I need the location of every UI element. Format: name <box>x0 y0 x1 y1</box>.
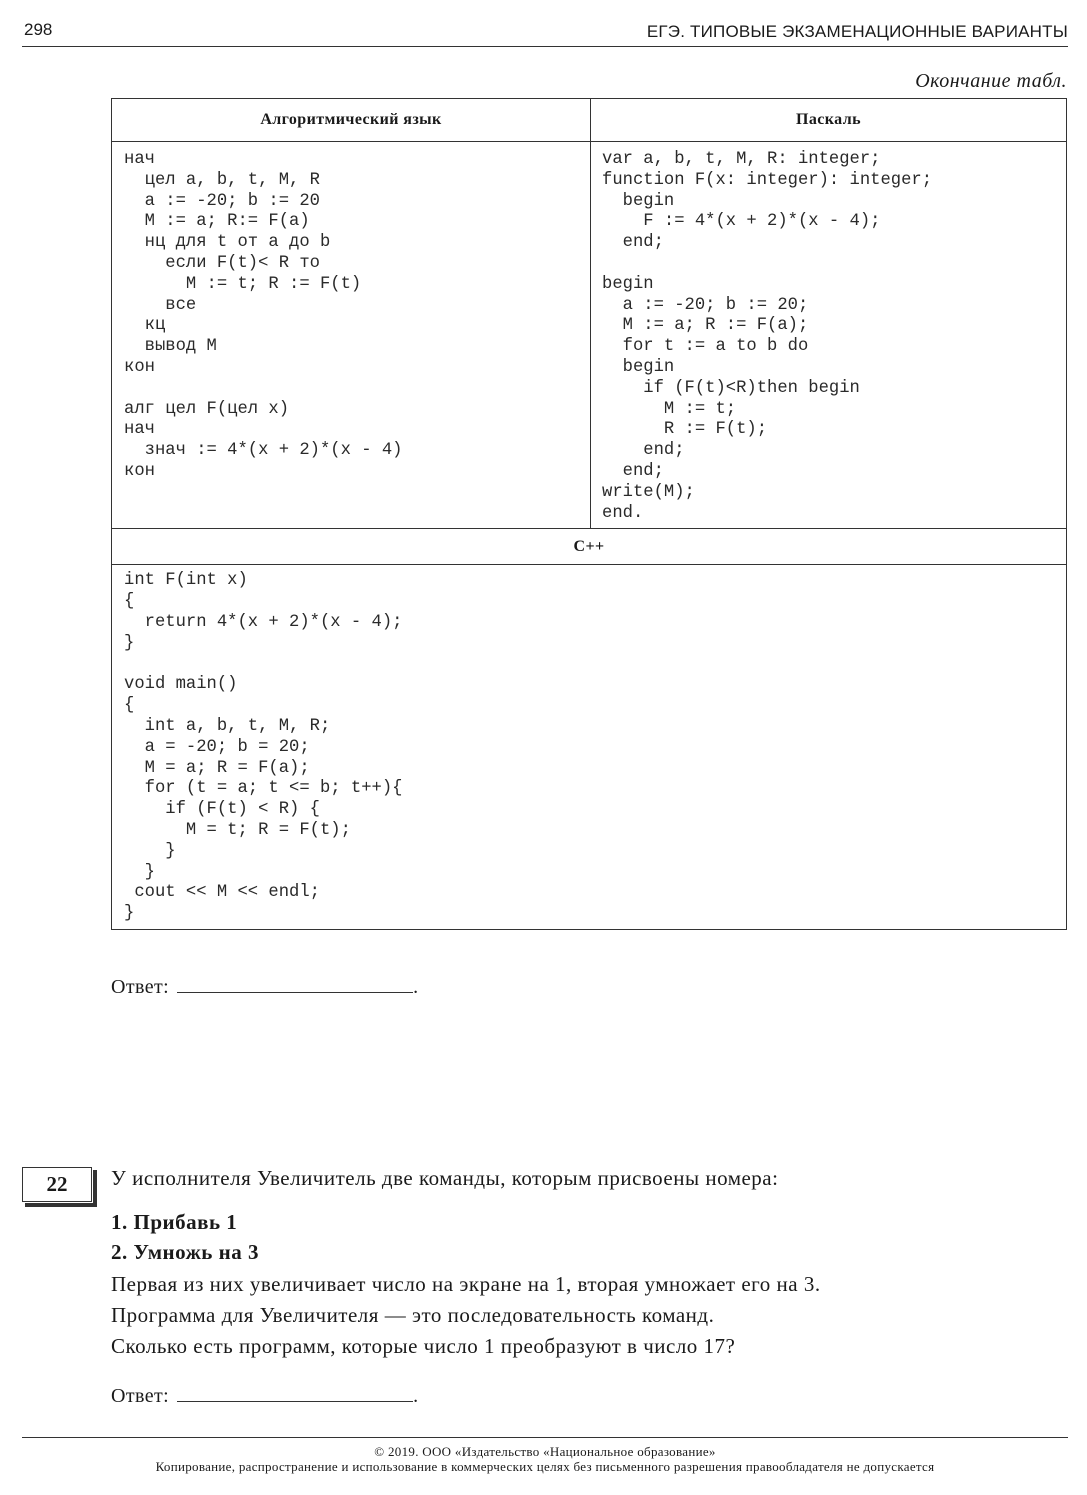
pascal-code: var a, b, t, M, R: integer; function F(x: integer): integer; begin F := 4*(x + 2)*(x - 4); end; begin a := -20; b := 20; M := a; R := F(a); for t := a to b do begin if (F(t)<R)then begin M := t; R := F(t); end; end; write(M); end. <box>602 150 933 523</box>
answer-label: Ответ: <box>111 976 170 998</box>
task-intro: У исполнителя Увеличитель две команды, которым присвоены номера: <box>111 1166 779 1190</box>
cpp-code-cell <box>112 565 1067 930</box>
cpp-code: int F(int x) { return 4*(x + 2)*(x - 4); } void main() { int a, b, t, M, R; a = -20; b = 20; M = a; R = F(a); for (t = a; t <= b; t++){ if (F(t) < R) { M = t; R = F(t); } } cout << M << endl; } <box>124 571 403 924</box>
pascal-code-cell <box>591 142 1067 529</box>
table-continuation-note: Окончание табл. <box>915 70 1067 92</box>
page-number: 298 <box>24 20 53 39</box>
header-algorithmic-language: Алгоритмический язык <box>112 99 591 142</box>
copyright-notice: Копирование, распространение и использование в коммерческих целях без письменного разрешения правообладателя не допускается <box>155 1459 935 1474</box>
copyright-line: © 2019. ООО «Издательство «Национальное образование» <box>374 1444 716 1459</box>
algorithmic-code: нач цел a, b, t, M, R a := -20; b := 20 M := a; R:= F(a) нц для t от a до b если F(t)< R то M := t; R := F(t) все кц вывод M кон алг цел F(цел x) нач знач := 4*(x + 2)*(x - 4) кон <box>124 150 403 481</box>
answer-blank[interactable] <box>177 1383 413 1402</box>
task-number-box: 22 <box>22 1167 92 1202</box>
task-line-1: Первая из них увеличивает число на экране на 1, вторая умножает его на 3. <box>111 1272 821 1296</box>
answer-22 <box>111 1383 419 1408</box>
task-question: Сколько есть программ, которые число 1 преобразуют в число 17? <box>111 1334 736 1358</box>
page-footer <box>22 1437 1068 1474</box>
command-1: 1. Прибавь 1 <box>111 1210 238 1234</box>
code-table <box>111 98 1067 930</box>
task-line-2: Программа для Увеличителя — это последовательность команд. <box>111 1303 715 1327</box>
book-title: ЕГЭ. ТИПОВЫЕ ЭКЗАМЕНАЦИОННЫЕ ВАРИАНТЫ <box>646 22 1068 41</box>
command-2: 2. Умножь на 3 <box>111 1240 260 1264</box>
answer-period: . <box>413 1385 419 1407</box>
answer-blank[interactable] <box>177 974 413 993</box>
algorithmic-code-cell <box>112 142 591 529</box>
header-cpp: C++ <box>112 529 1067 565</box>
page-header <box>22 16 1068 47</box>
answer-21 <box>111 974 419 999</box>
answer-period: . <box>413 976 419 998</box>
header-pascal: Паскаль <box>591 99 1067 142</box>
answer-label: Ответ: <box>111 1385 170 1407</box>
